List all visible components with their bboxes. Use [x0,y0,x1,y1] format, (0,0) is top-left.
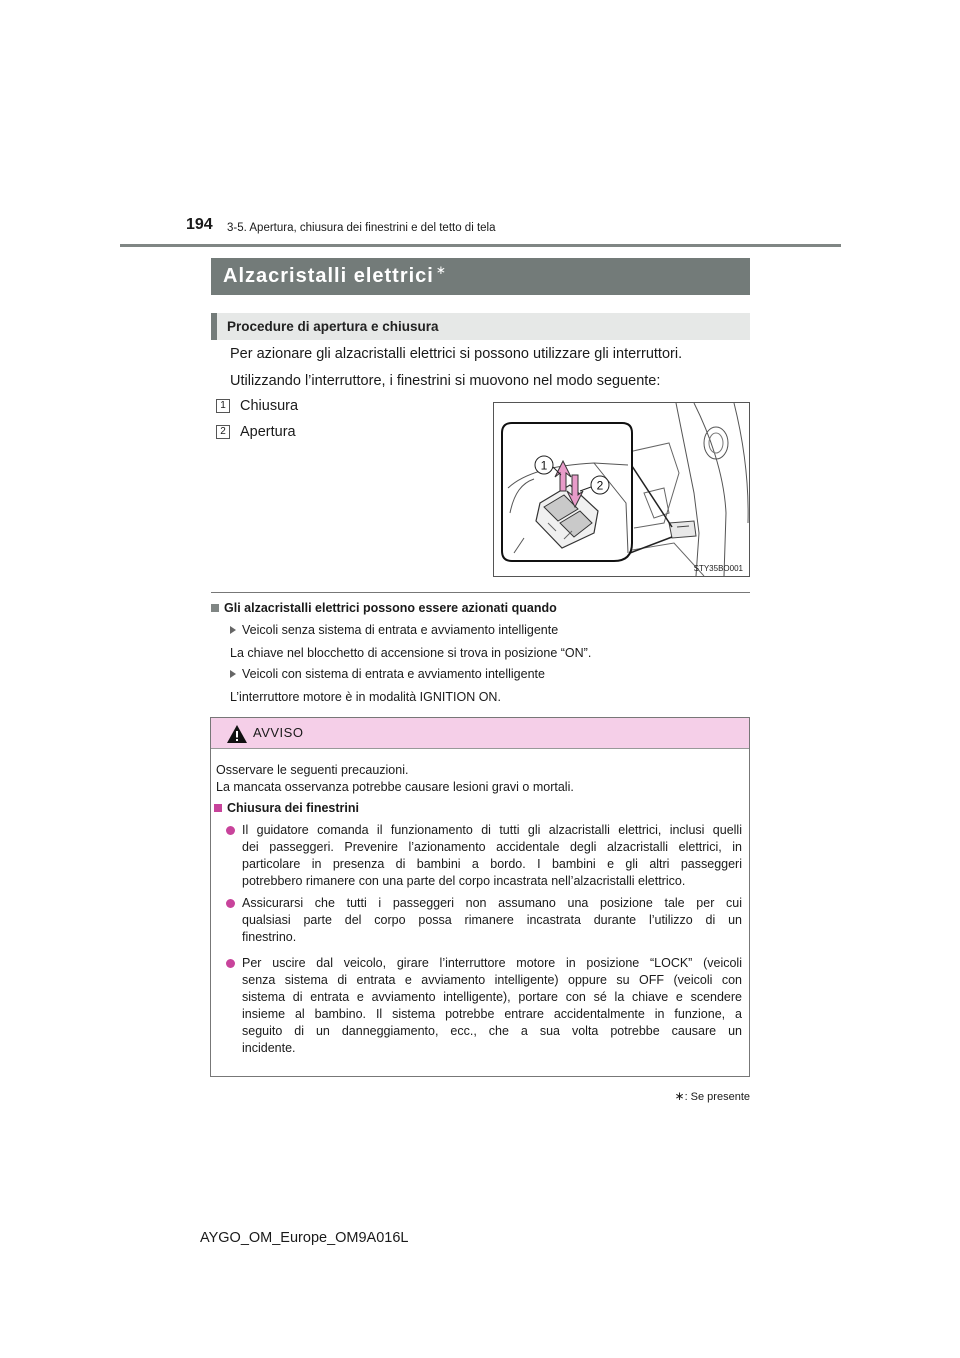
square-bullet-icon [211,604,219,612]
warning-intro-line-1: Osservare le seguenti precauzioni. [216,763,409,777]
document-code: AYGO_OM_Europe_OM9A016L [200,1230,409,1246]
info-case-1 [230,623,558,637]
section-title: Alzacristalli elettrici [223,265,434,287]
footnote [630,1089,750,1103]
warning-intro-line-2: La mancata osservanza potrebbe causare lesioni gravi o mortali. [216,780,574,794]
bullet-dot-icon [226,826,235,835]
list-item-close [216,398,298,414]
warning-triangle-icon [226,724,248,749]
info-case-1-label: Veicoli senza sistema di entrata e avviamento intelligente [242,623,559,637]
window-switch-illustration [493,402,750,577]
bullet-1-line-2: dei passeggeri. Prevenire l’azionamento accidentale degli alzacristalli elettrici, in [242,840,742,854]
bullet-3-line-4: insieme al bambino. Il sistema potrebbe entrare accidentalmente in funzione, a [242,1007,742,1021]
info-heading-text: Gli alzacristalli elettrici possono essere azionati quando [224,601,557,615]
page-number: 194 [186,216,213,233]
info-case-2-label: Veicoli con sistema di entrata e avviamento intelligente [242,667,545,681]
callout-2: 2 [596,478,604,493]
info-case-2 [230,667,545,681]
bullet-2-line-2: qualsiasi parte del corpo possa rimanere incastrata durante l’utilizzo di un [242,913,742,927]
figure-code: STY35BO001 [693,564,743,573]
bullet-1-line-3: particolare in presenza di bambini a bordo. I bambini e gli altri passeggeri [242,857,742,871]
bullet-3-line-1: Per uscire dal veicolo, girare l’interruttore motore in posizione “LOCK” (veicoli [242,956,742,970]
warning-label: AVVISO [253,725,304,740]
intro-line-2: Utilizzando l’interruttore, i finestrini si muovono nel modo seguente: [230,373,661,389]
triangle-bullet-icon [230,670,236,678]
footnote-text: : Se presente [684,1091,750,1103]
running-head: 3-5. Apertura, chiusura dei finestrini e del tetto di tela [227,222,496,234]
section-title-bar [211,258,750,295]
section-divider [211,592,750,593]
warning-intro [216,762,741,796]
header-rule [120,244,841,247]
info-case-2-text: L’interruttore motore è in modalità IGNITION ON. [230,690,501,704]
bullet-1-line-4: potrebbero rimanere con una parte del corpo incastrata nell’alzacristalli elettrico. [242,874,686,888]
list-item-open [216,424,296,440]
info-heading [211,601,557,615]
square-bullet-icon [214,804,222,812]
triangle-bullet-icon [230,626,236,634]
illustration-drawing [494,403,749,576]
bullet-1-line-1: Il guidatore comanda il funzionamento di tutti gli alzacristalli elettrici, inclusi quelli [242,823,742,837]
bullet-2-line-1: Assicurarsi che tutti i passeggeri non assumano una posizione tale per cui [242,896,742,910]
warning-subheading-text: Chiusura dei finestrini [227,801,359,815]
number-box-1: 1 [216,399,230,413]
item-label-open: Apertura [240,424,296,440]
footnote-mark: ∗ [674,1089,685,1103]
info-case-1-text: La chiave nel blocchetto di accensione si trova in posizione “ON”. [230,646,592,660]
bullet-3-line-5: seguito di un danneggiamento, ecc., che a sua volta potrebbe causare un [242,1024,742,1038]
callout-1: 1 [540,458,548,473]
intro-line-1: Per azionare gli alzacristalli elettrici si possono utilizzare gli interruttori. [230,346,683,362]
item-label-close: Chiusura [240,398,299,414]
bullet-dot-icon [226,899,235,908]
bullet-3-line-6: incidente. [242,1041,296,1055]
warning-subheading [214,801,359,815]
bullet-2-line-3: finestrino. [242,930,297,944]
bullet-dot-icon [226,959,235,968]
subsection-title: Procedure di apertura e chiusura [211,313,750,340]
bullet-3-line-2: senza sistema di entrata e avviamento intelligente) oppure su OFF (veicoli con [242,973,742,987]
optional-mark: ∗ [435,263,447,277]
number-box-2: 2 [216,425,230,439]
bullet-3-line-3: sistema di entrata e avviamento intelligente), portare con sé la chiave e scendere [242,990,742,1004]
